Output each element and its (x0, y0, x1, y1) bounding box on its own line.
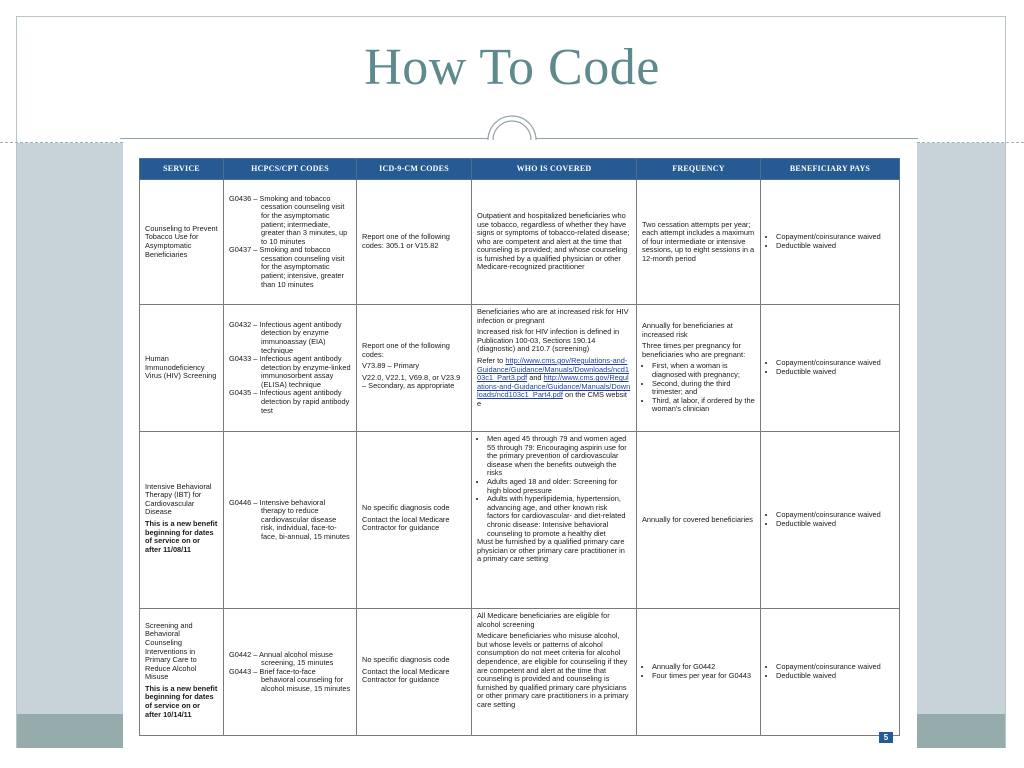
pays-item: • Copayment/coinsurance waived (776, 233, 894, 242)
who-paragraph: Must be furnished by a qualified primary care physician or other primary care practitioner in a primary care setting (477, 537, 625, 564)
codes-cell (224, 305, 357, 432)
service-name: Screening and Behavioral Counseling Interventions in Primary Care to Reduce Alcohol Misuse (145, 620, 197, 682)
code-entry: G0433 – Infectious agent antibody detection by enzyme-linked immunosorbent assay (ELISA) technique (229, 354, 351, 389)
service-name: Intensive Behavioral Therapy (IBT) for Cardiovascular Disease (145, 481, 212, 517)
page-number-badge: 5 (879, 732, 893, 743)
pays-item: • Deductible waived (776, 672, 894, 681)
codes-cell (224, 180, 357, 305)
icd-line: No specific diagnosis code (362, 655, 450, 665)
and-text: and (529, 373, 542, 383)
service-cell (140, 609, 224, 736)
header-icd-codes: ICD-9-CM CODES (357, 159, 472, 180)
who-cell (472, 432, 637, 609)
pays-cell (761, 432, 900, 609)
header-frequency: FREQUENCY (637, 159, 761, 180)
new-benefit-note: This is a new benefit beginning for dates of service on or after 10/14/11 (145, 683, 218, 719)
who-item: • Men aged 45 through 79 and women aged 55 through 79: Encouraging aspirin use for the primary prevention of cardiovascular disease when the benefits outweigh the risks (487, 435, 631, 478)
who-paragraph: Increased risk for HIV infection is defined in Publication 100-03, Sections 190.14 (diagnostic) and 210.7 (screening) (477, 327, 620, 354)
who-paragraph: Beneficiaries who are at increased risk for HIV infection or pregnant (477, 307, 629, 325)
right-bottom-band (917, 714, 1005, 748)
frequency-cell (637, 305, 761, 432)
service-cell (140, 432, 224, 609)
code-entry: G0446 – Intensive behavioral therapy to reduce cardiovascular disease risk, individual, face-to-face, bi-annual, 15 minutes (229, 497, 350, 541)
freq-item: • Annually for G0442 (652, 663, 755, 672)
icd-line: Contact the local Medicare Contractor for guidance (362, 514, 450, 533)
code-entry: G0437 – Smoking and tobacco cessation counseling visit for the asymptomatic patient; intensive, greater than 10 minutes (229, 245, 345, 289)
header-who-covered: WHO IS COVERED (472, 159, 637, 180)
freq-item: • First, when a woman is diagnosed with pregnancy; (652, 362, 755, 379)
slide-title: How To Code (364, 39, 660, 96)
service-cell: Human Immunodeficiency Virus (HIV) Screening (140, 305, 224, 432)
code-entry: G0432 – Infectious agent antibody detection by enzyme immunoassay (EIA) technique (229, 319, 342, 355)
left-dashed-rule (0, 142, 123, 143)
pays-item: • Deductible waived (776, 242, 894, 251)
pays-item: • Copayment/coinsurance waived (776, 511, 894, 520)
who-cell (472, 305, 637, 432)
icd-line: Report one of the following codes: (362, 341, 450, 359)
icd-line: No specific diagnosis code (362, 503, 450, 513)
table-row (140, 432, 900, 609)
pays-cell (761, 305, 900, 432)
code-entry: G0442 – Annual alcohol misuse screening, 15 minutes (229, 649, 334, 668)
code-entry: G0436 – Smoking and tobacco cessation counseling visit for the asymptomatic patient; intermediate, greater than 3 minutes, up to 10 minutes (229, 193, 348, 246)
freq-paragraph: Annually for beneficiaries at increased risk (642, 321, 733, 339)
who-refer-paragraph (477, 357, 631, 409)
code-entry: G0435 – Infectious agent antibody detection by rapid antibody test (229, 388, 350, 415)
service-cell: Counseling to Prevent Tobacco Use for Asymptomatic Beneficiaries (140, 180, 224, 305)
refer-text: Refer to (477, 355, 504, 365)
freq-item: • Third, at labor, if ordered by the woman's clinician (652, 397, 755, 414)
frequency-cell: Annually for covered beneficiaries (637, 432, 761, 609)
coding-table-document (123, 143, 917, 749)
who-paragraph: Medicare beneficiaries who misuse alcohol, but whose levels or patterns of alcohol consumption do not meet criteria for alcohol dependence, are eligible for counseling if they are competent and alert at the time that counseling is provided and counseling is furnished by qualified primary care physicians or other primary care practitioners in a primary care setting (477, 631, 629, 709)
icd-cell (357, 432, 472, 609)
codes-cell (224, 609, 357, 736)
icd-line: V22.0, V22.1, V69.8, or V23.9 – Secondary, as appropriate (362, 372, 461, 391)
frequency-cell: Two cessation attempts per year; each attempt includes a maximum of four intermediate or intensive sessions, up to eight sessions in a 12-month period (637, 180, 761, 305)
pays-item: • Deductible waived (776, 520, 894, 529)
icd-cell: Report one of the following codes: 305.1 or V15.82 (357, 180, 472, 305)
header-beneficiary-pays: BENEFICIARY PAYS (761, 159, 900, 180)
pays-cell (761, 609, 900, 736)
who-item: • Adults with hyperlipidemia, hypertension, advancing age, and other known risk factors for cardiovascular- and diet-related chronic disease: Intensive behavioral counseling to promote a healthy diet (487, 495, 631, 538)
who-cell (472, 609, 637, 736)
ncd-part3-link[interactable]: http://www.cms.gov/Regulations-and-Guidance/Guidance/Manuals/Downloads/ncd103c1_Part3.pdf (477, 355, 630, 383)
title-ornament-icon (486, 114, 538, 144)
icd-cell (357, 609, 472, 736)
right-dashed-rule (917, 142, 1024, 143)
icd-cell (357, 305, 472, 432)
who-paragraph: All Medicare beneficiaries are eligible for alcohol screening (477, 611, 610, 629)
left-side-band (17, 143, 123, 728)
freq-paragraph: Three times per pregnancy for beneficiaries who are pregnant: (642, 341, 746, 359)
who-cell: Outpatient and hospitalized beneficiaries who use tobacco, regardless of whether they have signs or symptoms of tobacco-related disease; who are competent and alert at the time that counseling is provided; and whose counseling is furnished by a qualified physician or other Medicare-recognized practitioner (472, 180, 637, 305)
header-hcpcs-codes: HCPCS/CPT CODES (224, 159, 357, 180)
icd-line: Contact the local Medicare Contractor for guidance (362, 666, 450, 685)
new-benefit-note: This is a new benefit beginning for dates of service on or after 11/08/11 (145, 519, 218, 554)
frequency-cell (637, 609, 761, 736)
pays-item: • Copayment/coinsurance waived (776, 359, 894, 368)
code-entry: G0443 – Brief face-to-face behavioral counseling for alcohol misuse, 15 minutes (229, 666, 351, 693)
table-row (140, 609, 900, 736)
left-bottom-band (17, 714, 123, 748)
pays-item: • Deductible waived (776, 368, 894, 377)
cms-website-text: on the CMS website (477, 390, 627, 408)
ncd-part4-link[interactable]: http://www.cms.gov/Regulations-and-Guidance/Guidance/Manuals/Downloads/ncd103c1_Part4.pdf (477, 373, 631, 400)
table-row (140, 180, 900, 305)
header-service: SERVICE (140, 159, 224, 180)
pays-item: • Copayment/coinsurance waived (776, 663, 894, 672)
codes-cell (224, 432, 357, 609)
pays-cell (761, 180, 900, 305)
freq-item: • Second, during the third trimester; and (652, 380, 755, 397)
coding-table (139, 158, 900, 736)
right-side-band (917, 143, 1005, 728)
freq-item: • Four times per year for G0443 (652, 672, 755, 681)
table-row (140, 305, 900, 432)
icd-line: V73.89 – Primary (362, 361, 420, 371)
table-header-row (140, 159, 900, 180)
who-item: • Adults aged 18 and older: Screening for high blood pressure (487, 478, 631, 495)
